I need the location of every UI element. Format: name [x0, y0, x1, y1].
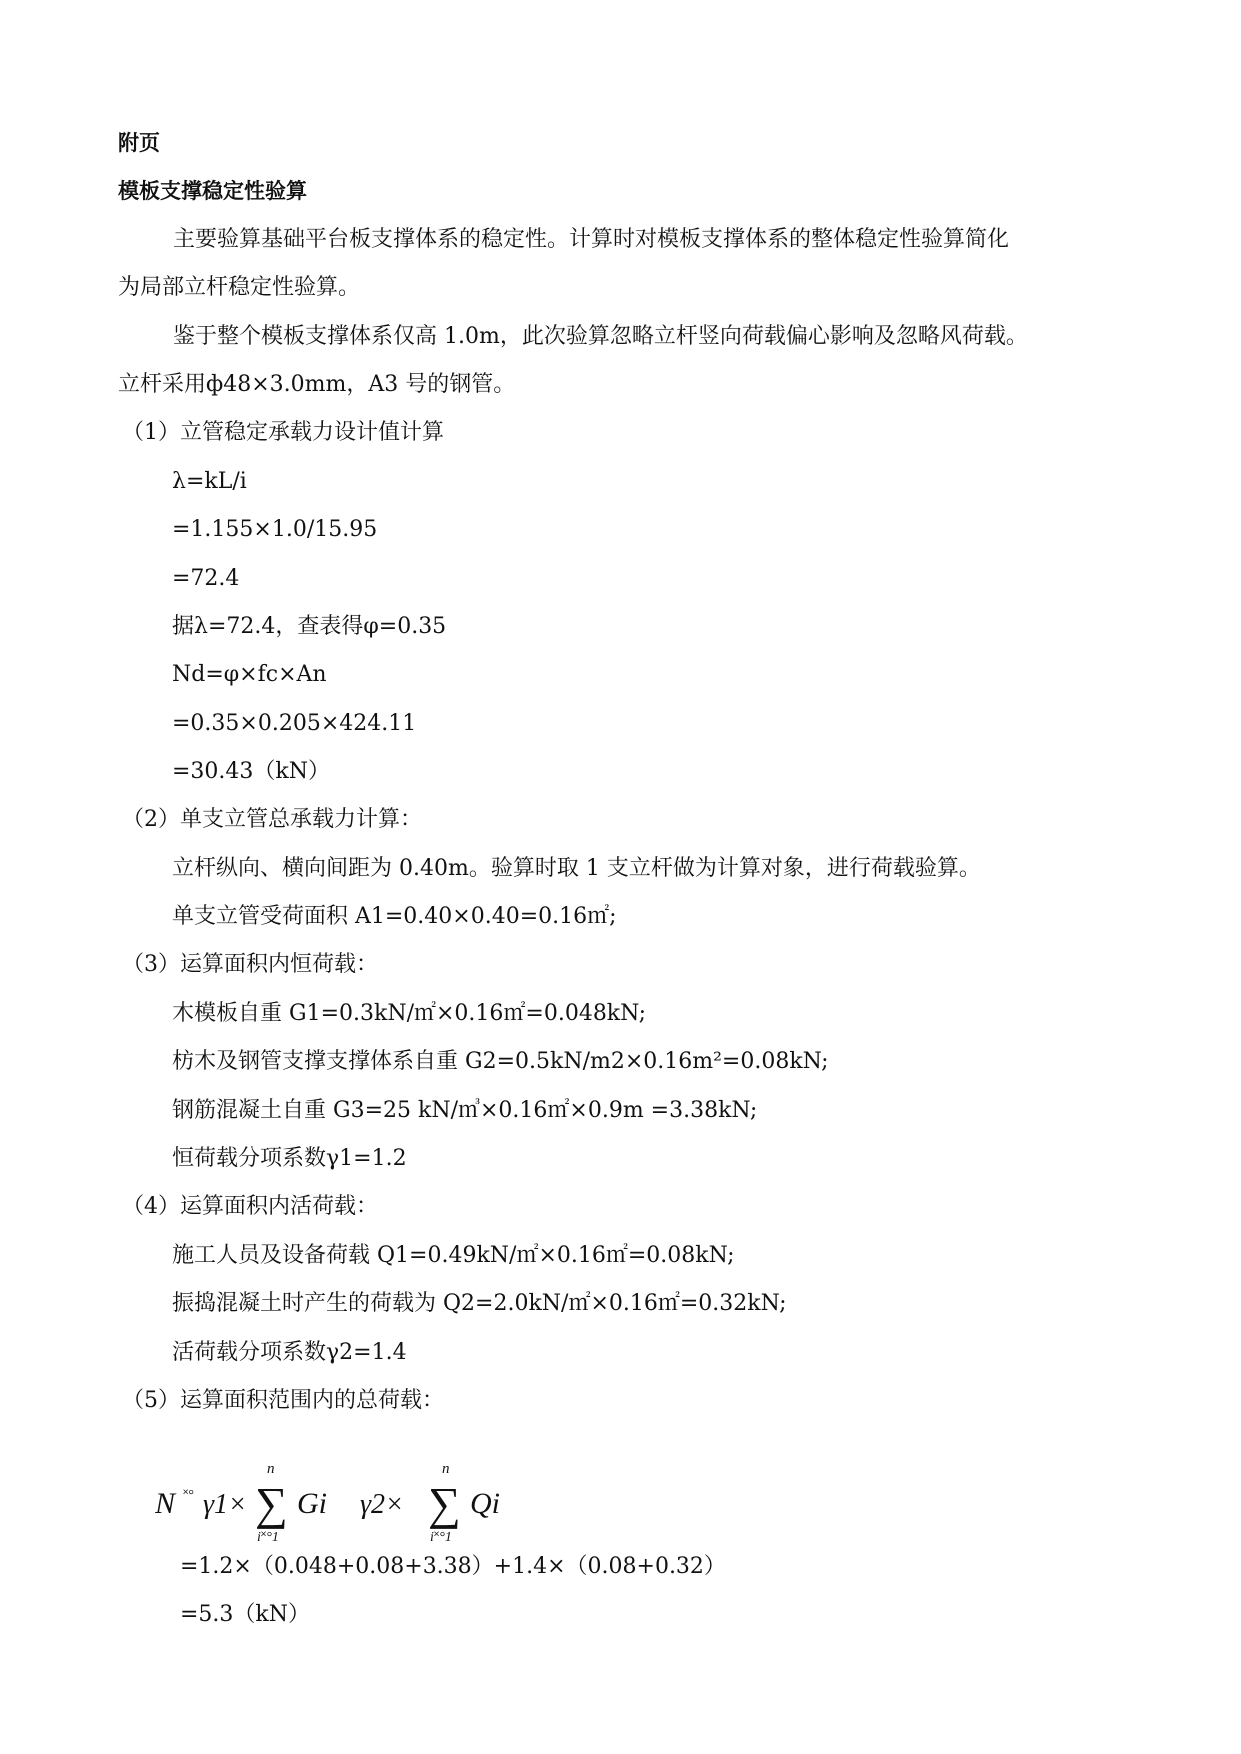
formula-line: =30.43（kN） — [172, 759, 330, 784]
body-line: 木模板自重 G1=0.3kN/㎡×0.16㎡=0.048kN; — [172, 1001, 647, 1026]
body-line: 恒荷载分项系数γ1=1.2 — [172, 1146, 407, 1171]
formula-sum-lower: i˟°1 — [257, 1530, 279, 1545]
body-line: 立杆纵向、横向间距为 0.40m。验算时取 1 支立杆做为计算对象，进行荷载验算。 — [172, 856, 981, 881]
total-load-formula — [155, 1455, 515, 1545]
formula-line: Nd=φ×fc×An — [172, 662, 327, 687]
body-line: 施工人员及设备荷载 Q1=0.49kN/㎡×0.16㎡=0.08kN; — [172, 1243, 735, 1268]
body-line: 钢筋混凝土自重 G3=25 kN/㎥×0.16㎡×0.9m =3.38kN; — [172, 1098, 758, 1123]
formula-sum-sign: ∑ — [255, 1478, 288, 1529]
formula-line: λ=kL/i — [172, 469, 247, 494]
formula-line: =1.2×（0.048+0.08+3.38）+1.4×（0.08+0.32） — [180, 1554, 726, 1579]
formula-line: =5.3（kN） — [180, 1602, 311, 1627]
document-title: 模板支撑稳定性验算 — [118, 179, 307, 203]
formula-equals-glyph: ˟° — [183, 1488, 194, 1503]
formula-sum-upper: n — [442, 1461, 450, 1477]
section-title: （1）立管稳定承载力设计值计算 — [122, 420, 444, 445]
section-title: （2）单支立管总承载力计算： — [122, 807, 422, 832]
formula-line: =72.4 — [172, 566, 240, 591]
section-title: （3）运算面积内恒荷载： — [122, 952, 378, 977]
body-line: 枋木及钢管支撑支撑体系自重 G2=0.5kN/m2×0.16m²=0.08kN; — [172, 1049, 829, 1074]
formula-sum-sign: ∑ — [428, 1478, 461, 1529]
paragraph-line: 立杆采用ф48×3.0mm，A3 号的钢管。 — [118, 372, 516, 397]
paragraph-line: 主要验算基础平台板支撑体系的稳定性。计算时对模板支撑体系的整体稳定性验算简化 — [173, 227, 1010, 252]
formula-line: =1.155×1.0/15.95 — [172, 517, 378, 542]
paragraph-line: 鉴于整个模板支撑体系仅高 1.0m，此次验算忽略立杆竖向荷载偏心影响及忽略风荷载。 — [173, 324, 1028, 349]
formula-q: Qi — [470, 1487, 500, 1520]
page-heading: 附页 — [118, 131, 160, 155]
formula-sum-lower: i˟°1 — [430, 1530, 452, 1545]
formula-lhs: N — [155, 1487, 176, 1520]
section-title: （4）运算面积内活荷载： — [122, 1194, 378, 1219]
body-line: 振捣混凝土时产生的荷载为 Q2=2.0kN/㎡×0.16㎡=0.32kN; — [172, 1291, 787, 1316]
formula-sum-upper: n — [267, 1461, 275, 1477]
section-title: （5）运算面积范围内的总荷载： — [122, 1388, 444, 1413]
formula-line: 据λ=72.4，查表得φ=0.35 — [172, 614, 447, 639]
formula-gamma1: γ1× — [203, 1489, 247, 1520]
formula-g: Gi — [297, 1487, 327, 1520]
body-line: 活荷载分项系数γ2=1.4 — [172, 1340, 407, 1365]
formula-gamma2: γ2× — [360, 1489, 404, 1520]
body-line: 单支立管受荷面积 A1=0.40×0.40=0.16㎡; — [172, 904, 617, 929]
paragraph-line: 为局部立杆稳定性验算。 — [118, 275, 361, 300]
formula-line: =0.35×0.205×424.11 — [172, 711, 417, 736]
